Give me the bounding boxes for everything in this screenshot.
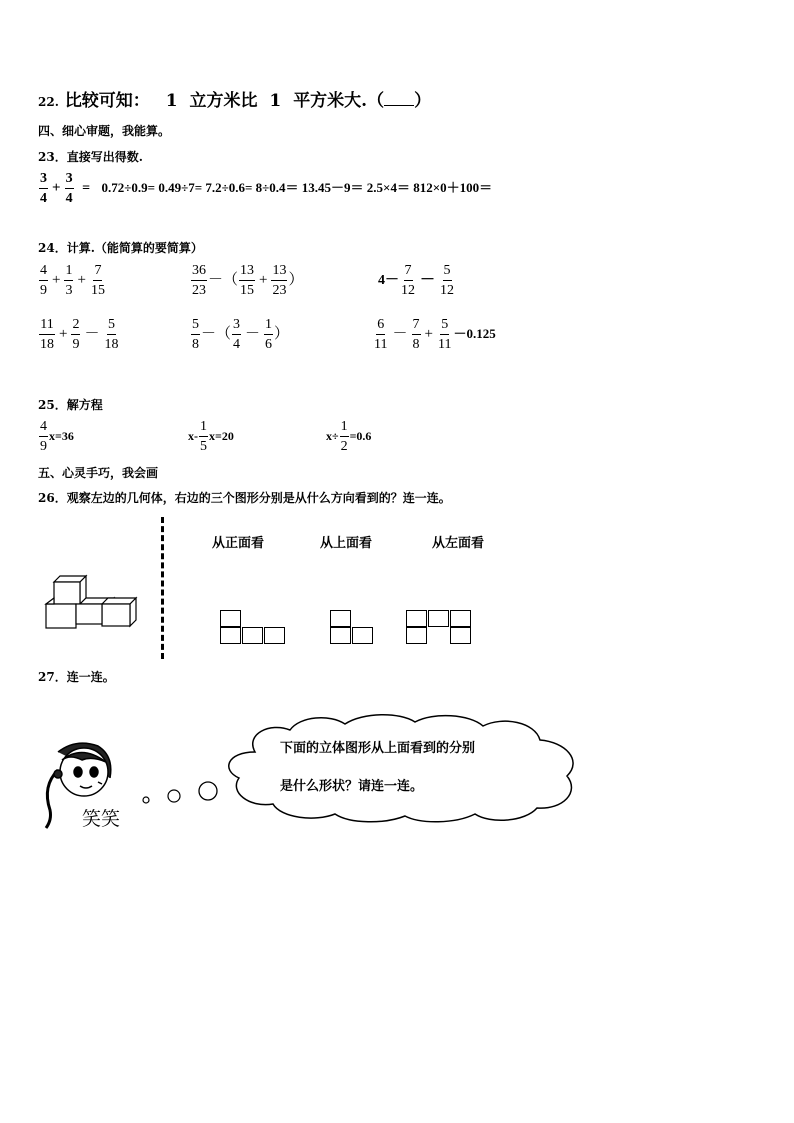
q23-items: 0.72÷0.9= 0.49÷7= 7.2÷0.6= 8÷0.4＝ 13.45－9＝ 2.5×4＝ 812×0＋100＝ [101, 180, 493, 196]
q22-text-b: 立方米比 [189, 91, 258, 111]
q22-one-a: 1 [165, 91, 178, 111]
q27-title: 27．连一连。 [38, 670, 115, 684]
thought-cloud [215, 712, 585, 824]
q22-text-d: ） [414, 91, 432, 111]
q24-expr-1: $\frac{4}{9}$ + $\frac{1}{3}$ + $\frac{7}{15}$ [40, 263, 105, 298]
q24-expr-4: $\frac{11}{18}$ + $\frac{2}{9}$ － $\frac{5}{18}$ [40, 317, 119, 352]
q22-number: 22. [38, 95, 59, 109]
q22-one-b: 1 [269, 91, 282, 111]
q26-label-left: 从左面看 [432, 536, 485, 551]
q22-text-c: 平方米大.（ [293, 91, 385, 111]
q26-label-top: 从上面看 [320, 536, 373, 551]
q25-eq-3: x÷ $\frac{1}{2}$ =0.6 [326, 419, 372, 454]
q25-eq-1: $\frac{4}{9}$ x=36 [40, 419, 74, 454]
section5-heading: 五、心灵手巧，我会画 [38, 466, 159, 480]
q26-title: 26．观察左边的几何体，右边的三个图形分别是从什么方向看到的？连一连。 [38, 491, 451, 505]
q24-title: 24．计算.（能简算的要简算） [38, 241, 203, 255]
cloud-text-line2: 是什么形状？请连一连。 [280, 779, 424, 794]
q24-expr-2: $\frac{36}{23}$ －（ $\frac{13}{15}$ + $\frac{13}{23}$ ） [192, 263, 304, 298]
q23-expressions: $\frac{3}{4}$ + $\frac{3}{4}$ = 0.72÷0.9= 0.49÷7= 7.2÷0.6= 8÷0.4＝ 13.45－9＝ 2.5×4＝ 812×0＋100＝ [40, 171, 493, 206]
q24-expr-5: $\frac{5}{8}$ －（ $\frac{3}{4}$ － $\frac{1}{6}$ ） [192, 317, 290, 352]
q23-fraction-a: $\frac{3}{4}$ [40, 171, 47, 206]
q22-answer-blank[interactable] [384, 91, 414, 106]
q26-solid-figure [42, 572, 142, 634]
q26-dashed-divider [161, 517, 164, 659]
q24-expr-3: 4－ $\frac{7}{12}$ － $\frac{5}{12}$ [378, 263, 455, 298]
thought-bubbles [140, 778, 220, 808]
q23-title: 23．直接写出得数. [38, 150, 143, 164]
q25-eq-2: x- $\frac{1}{5}$ x=20 [188, 419, 234, 454]
q26-label-front: 从正面看 [212, 536, 265, 551]
q23-fraction-b: $\frac{3}{4}$ [65, 171, 73, 206]
girl-name: 笑笑 [82, 808, 121, 830]
q25-title: 25．解方程 [38, 398, 103, 412]
q22-line [38, 86, 431, 111]
cloud-text-line1: 下面的立体图形从上面看到的分别 [280, 741, 476, 756]
q22-text-a: 比较可知： [64, 91, 150, 111]
section4-heading: 四、细心审题，我能算。 [38, 124, 171, 138]
q24-expr-6: $\frac{6}{11}$ － $\frac{7}{8}$ + $\frac{5}{11}$ －0.125 [374, 317, 496, 352]
